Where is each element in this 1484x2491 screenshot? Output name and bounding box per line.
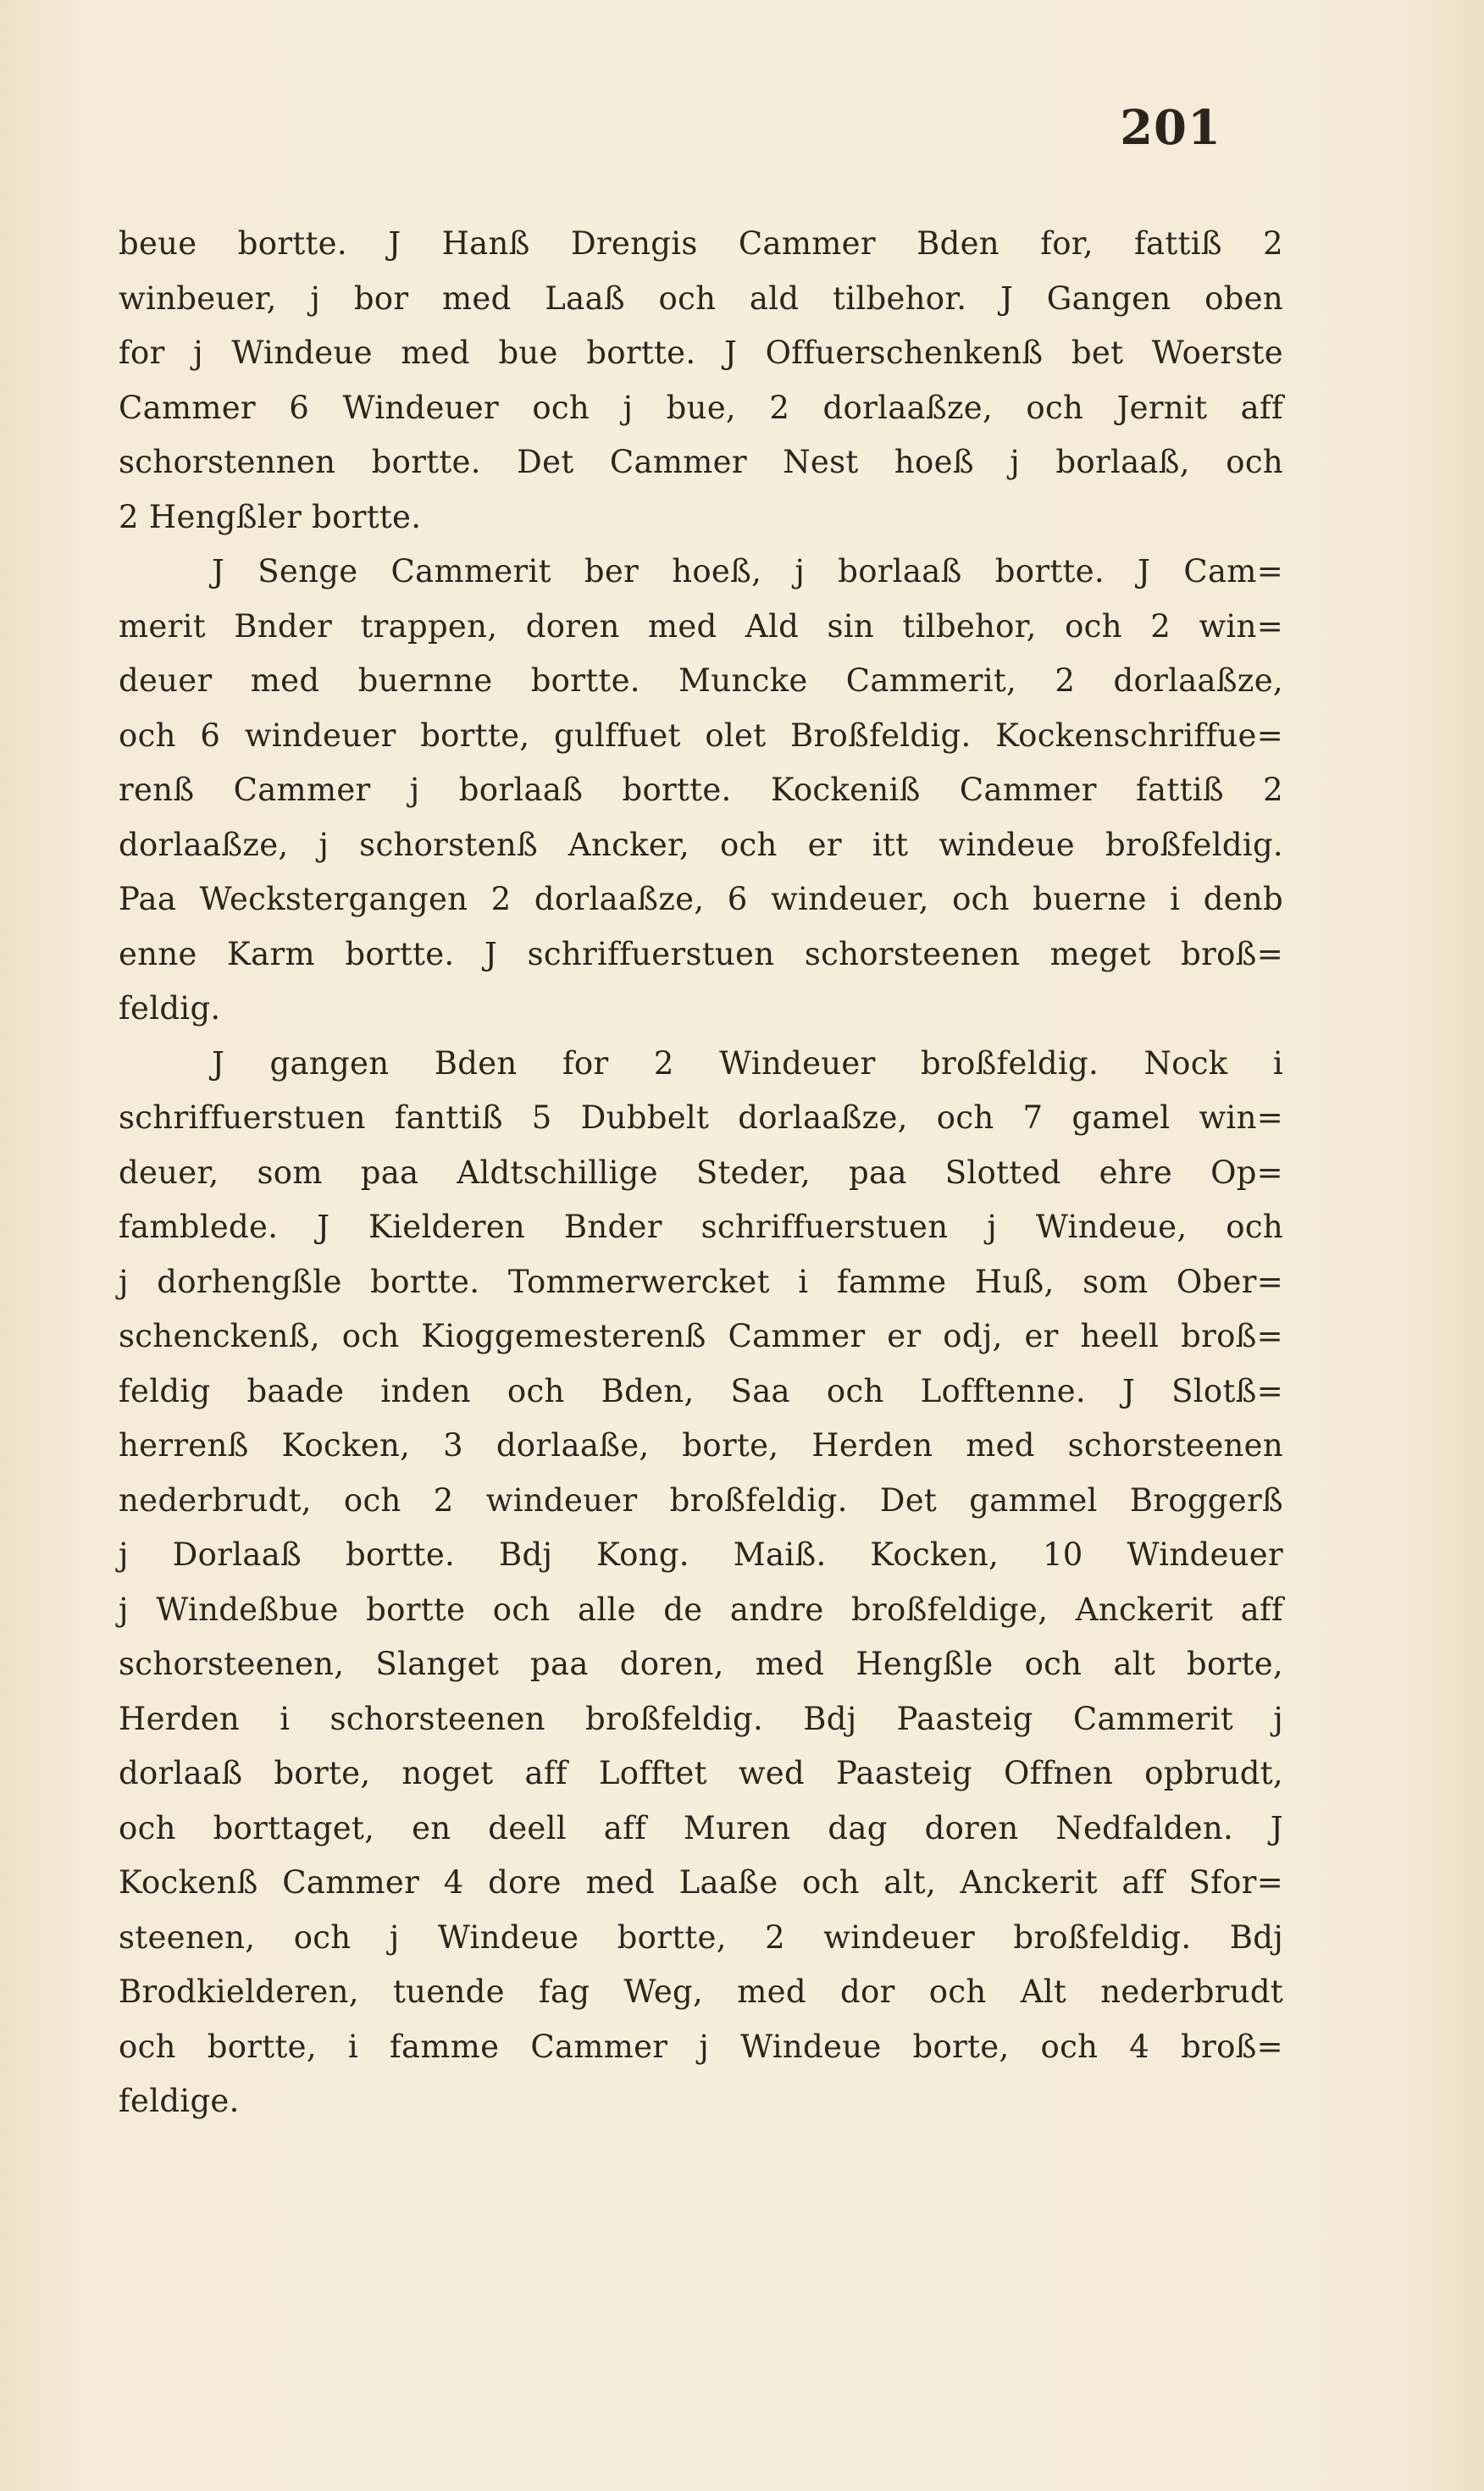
text-line: schenckenß, och Kioggemesterenß Cammer er odj, er heell broß= — [119, 1318, 1283, 1354]
text-line: schriffuerstuen fanttiß 5 Dubbelt dorlaaßze, och 7 gamel win= — [119, 1099, 1283, 1136]
text-line: famblede. J Kielderen Bnder schriffuerstuen j Windeue, och — [119, 1209, 1283, 1245]
text-line: j Windeßbue bortte och alle de andre broßfeldige, Anckerit aff — [119, 1591, 1283, 1628]
text-line: for j Windeue med bue bortte. J Offuerschenkenß bet Woerste — [119, 335, 1283, 371]
text-line: schorstennen bortte. Det Cammer Nest hoeß j borlaaß, och — [119, 444, 1283, 480]
text-line: j dorhengßle bortte. Tommerwercket i famme Huß, som Ober= — [119, 1263, 1283, 1300]
text-line: schorsteenen, Slanget paa doren, med Hengßle och alt borte, — [119, 1646, 1283, 1682]
text-line: och bortte, i famme Cammer j Windeue borte, och 4 broß= — [119, 2028, 1283, 2065]
text-line: winbeuer, j bor med Laaß och ald tilbehor. J Gangen oben — [119, 280, 1283, 317]
text-line: Herden i schorsteenen broßfeldig. Bdj Paasteig Cammerit j — [119, 1700, 1283, 1737]
text-line: J gangen Bden for 2 Windeuer broßfeldig. Nock i — [212, 1044, 1283, 1082]
text-line: 2 Hengßler bortte. — [119, 498, 422, 535]
text-line: Brodkielderen, tuende fag Weg, med dor och Alt nederbrudt — [119, 1973, 1283, 2010]
text-line: deuer, som paa Aldtschillige Steder, paa Slotted ehre Op= — [119, 1154, 1283, 1191]
text-line: steenen, och j Windeue bortte, 2 windeuer broßfeldig. Bdj — [119, 1918, 1283, 1956]
text-line: Cammer 6 Windeuer och j bue, 2 dorlaaßze, och Jernit aff — [119, 389, 1283, 426]
text-line: merit Bnder trappen, doren med Ald sin tilbehor, och 2 win= — [119, 607, 1283, 645]
text-line: Paa Weckstergangen 2 dorlaaßze, 6 windeuer, och buerne i denb — [119, 881, 1283, 917]
text-line: dorlaaß borte, noget aff Lofftet wed Paasteig Offnen opbrudt, — [119, 1755, 1283, 1791]
body-text — [119, 217, 1283, 2129]
text-line: feldige. — [119, 2083, 240, 2119]
text-line: feldig baade inden och Bden, Saa och Lofftenne. J Slotß= — [119, 1372, 1283, 1409]
text-line: deuer med buernne bortte. Muncke Cammerit, 2 dorlaaßze, — [119, 662, 1283, 699]
text-line: herrenß Kocken, 3 dorlaaße, borte, Herden med schorsteenen — [119, 1427, 1283, 1464]
text-line: feldig. — [119, 990, 221, 1027]
text-line: enne Karm bortte. J schriffuerstuen schorsteenen meget broß= — [119, 935, 1283, 972]
text-line: beue bortte. J Hanß Drengis Cammer Bden for, fattiß 2 — [119, 225, 1283, 262]
text-line: j Dorlaaß bortte. Bdj Kong. Maiß. Kocken, 10 Windeuer — [119, 1536, 1283, 1573]
page-number: 201 — [1120, 100, 1221, 156]
text-line: J Senge Cammerit ber hoeß, j borlaaß bortte. J Cam= — [212, 553, 1283, 590]
text-line: Kockenß Cammer 4 dore med Laaße och alt, Anckerit aff Sfor= — [119, 1864, 1283, 1901]
text-line: nederbrudt, och 2 windeuer broßfeldig. Det gammel Broggerß — [119, 1481, 1283, 1519]
text-line: och borttaget, en deell aff Muren dag doren Nedfalden. J — [119, 1809, 1283, 1846]
text-line: renß Cammer j borlaaß bortte. Kockeniß Cammer fattiß 2 — [119, 772, 1283, 808]
text-line: och 6 windeuer bortte, gulffuet olet Broßfeldig. Kockenschriffue= — [119, 717, 1283, 754]
text-line: dorlaaßze, j schorstenß Ancker, och er itt windeue broßfeldig. — [119, 826, 1283, 863]
